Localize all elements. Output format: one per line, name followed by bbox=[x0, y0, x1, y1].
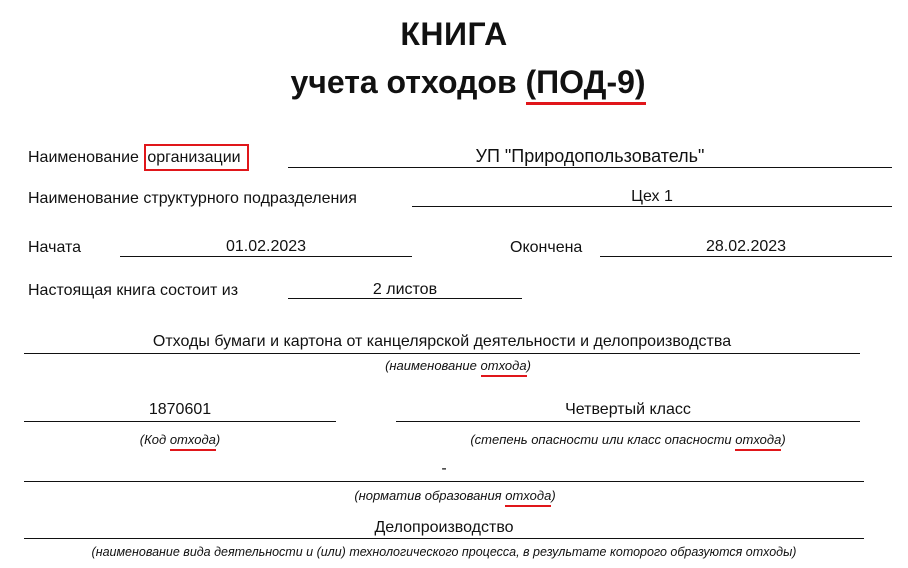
org-label-highlight: организации bbox=[144, 144, 248, 171]
caption-highlight: отхода bbox=[170, 432, 216, 451]
start-label: Начата bbox=[28, 239, 82, 256]
caption-highlight: отхода bbox=[735, 432, 781, 451]
norm-line bbox=[24, 481, 864, 482]
caption-text: ) bbox=[781, 432, 786, 447]
caption-highlight: отхода bbox=[481, 358, 527, 377]
activity-line bbox=[24, 538, 864, 539]
caption-text: (норматив образования bbox=[354, 488, 506, 503]
caption-text: (степень опасности или класс опасности bbox=[470, 432, 736, 447]
waste-code-caption bbox=[24, 432, 336, 447]
end-line bbox=[600, 256, 892, 257]
subtitle-text: учета отходов bbox=[290, 64, 526, 100]
caption-text: ) bbox=[551, 488, 556, 503]
caption-text: ) bbox=[526, 358, 531, 373]
end-label: Окончена bbox=[510, 239, 583, 256]
waste-name-caption bbox=[24, 358, 892, 373]
activity-value: Делопроизводство bbox=[374, 519, 514, 536]
norm-value: - bbox=[441, 460, 447, 477]
hazard-class-value: Четвертый класс bbox=[565, 401, 691, 418]
form-code-highlight: (ПОД-9) bbox=[526, 64, 646, 105]
waste-name-line bbox=[24, 353, 860, 354]
waste-code-line bbox=[24, 421, 336, 422]
hazard-class-line bbox=[396, 421, 860, 422]
waste-code-value: 1870601 bbox=[148, 401, 212, 418]
waste-name-value: Отходы бумаги и картона от канцелярской деятельности и делопроизводства bbox=[152, 333, 732, 350]
org-label bbox=[28, 149, 249, 167]
unit-label: Наименование структурного подразделения bbox=[28, 190, 357, 207]
caption-text: (Код bbox=[139, 432, 170, 447]
org-value: УП "Природопользователь" bbox=[475, 146, 705, 166]
hazard-class-caption bbox=[390, 432, 866, 447]
caption-highlight: отхода bbox=[505, 488, 551, 507]
org-line bbox=[288, 167, 892, 168]
caption-text: ) bbox=[215, 432, 221, 447]
caption-text: (наименование bbox=[385, 358, 481, 373]
pages-line bbox=[288, 298, 522, 299]
start-value: 01.02.2023 bbox=[225, 238, 307, 255]
book-subtitle bbox=[0, 64, 908, 101]
unit-value: Цех 1 bbox=[631, 188, 673, 205]
end-value: 28.02.2023 bbox=[705, 238, 787, 255]
pages-label: Настоящая книга состоит из bbox=[28, 282, 239, 299]
pages-value: 2 листов bbox=[372, 281, 438, 298]
norm-caption bbox=[24, 488, 886, 503]
org-label-text: Наименование bbox=[28, 149, 144, 166]
start-line bbox=[120, 256, 412, 257]
activity-caption: (наименование вида деятельности и (или) технологического процесса, в результате которого образуются отходы) bbox=[91, 545, 797, 559]
unit-line bbox=[412, 206, 892, 207]
book-title: КНИГА bbox=[400, 16, 508, 52]
